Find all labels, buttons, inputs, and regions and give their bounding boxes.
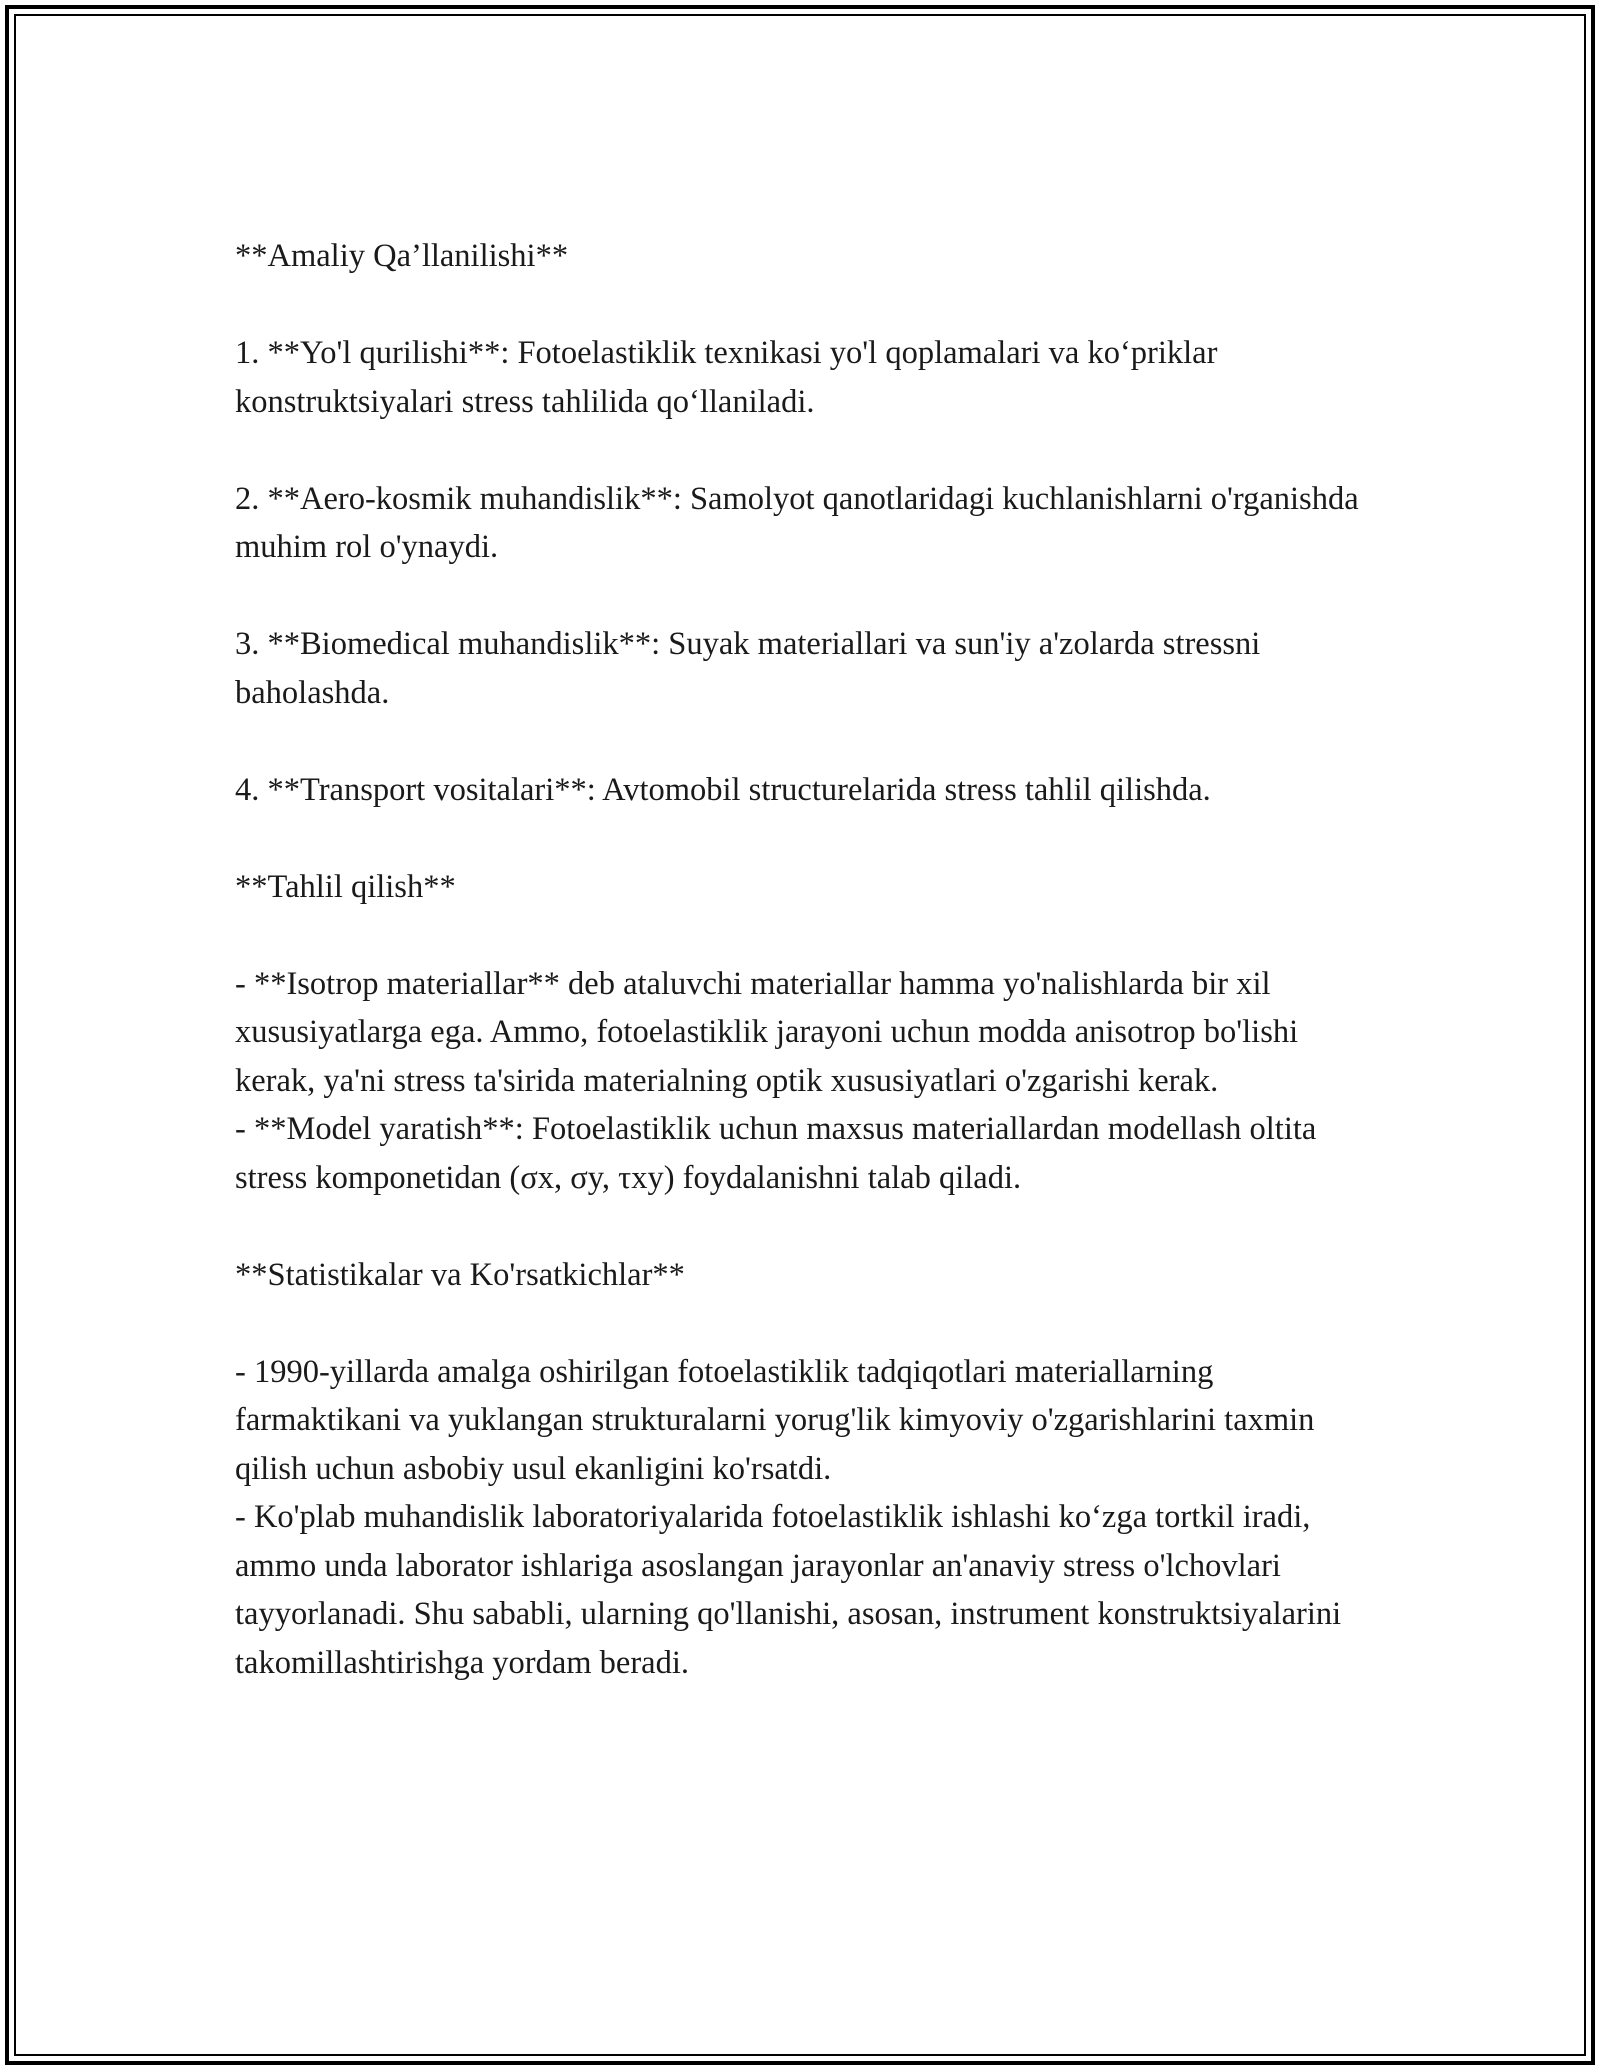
bullet-engineering-labs: - Ko'plab muhandislik laboratoriyalarida fotoelastiklik ishlashi ko‘zga tortkil iradi, ammo unda laborator ishlariga asoslangan jarayonlar an'anaviy stress o'lchovlari tayyorlanadi. Shu sababli, ularning qo'llanishi, asosan, instrument konstruktsiyalarini takomillashtirishga yordam beradi. <box>235 1499 1342 1681</box>
list-item-road-construction: 1. **Yo'l qurilishi**: Fotoelastiklik texnikasi yo'l qoplamalari va ko‘priklar konstruktsiyalari stress tahlilida qo‘llaniladi. <box>235 335 1218 420</box>
bullet-1990s-research: - 1990-yillarda amalga oshirilgan fotoelastiklik tadqiqotlari materiallarning farmaktikani va yuklangan strukturalarni yorug'lik kimyoviy o'zgarishlarini taxmin qilish uchun asbobiy usul ekanligini ko'rsatdi. <box>235 1353 1315 1487</box>
section-heading-analysis: **Tahlil qilish** <box>235 868 456 905</box>
list-item-biomedical: 3. **Biomedical muhandislik**: Suyak materiallari va sun'iy a'zolarda stressni baholashda. <box>235 626 1261 711</box>
bullet-isotropic-materials: - **Isotrop materiallar** deb ataluvchi materiallar hamma yo'nalishlarda bir xil xususiyatlarga ega. Ammo, fotoelastiklik jarayoni uchun modda anisotrop bo'lishi kerak, ya'ni stress ta'sirida materialning optik xususiyatlari o'zgarishi kerak. <box>235 965 1299 1099</box>
paragraph-gap <box>235 717 1375 766</box>
list-item-transport: 4. **Transport vositalari**: Avtomobil structurelarida stress tahlil qilishda. <box>235 771 1211 808</box>
paragraph-gap <box>235 1202 1375 1251</box>
paragraph-gap <box>235 426 1375 475</box>
document-body <box>235 232 1375 1687</box>
section-heading-practical-use: **Amaliy Qa’llanilishi** <box>235 238 569 274</box>
bullet-model-creation: - **Model yaratish**: Fotoelastiklik uchun maxsus materiallardan modellash oltita stress komponetidan (σx, σy, τxy) foydalanishni talab qiladi. <box>235 1111 1317 1196</box>
paragraph-gap <box>235 572 1375 621</box>
paragraph-gap <box>235 911 1375 960</box>
section-heading-statistics: **Statistikalar va Ko'rsatkichlar** <box>235 1256 685 1293</box>
list-item-aerospace: 2. **Aero-kosmik muhandislik**: Samolyot qanotlaridagi kuchlanishlarni o'rganishda muhim rol o'ynaydi. <box>235 480 1359 565</box>
paragraph-gap <box>235 814 1375 863</box>
paragraph-gap <box>235 1299 1375 1348</box>
paragraph-gap <box>235 281 1375 330</box>
